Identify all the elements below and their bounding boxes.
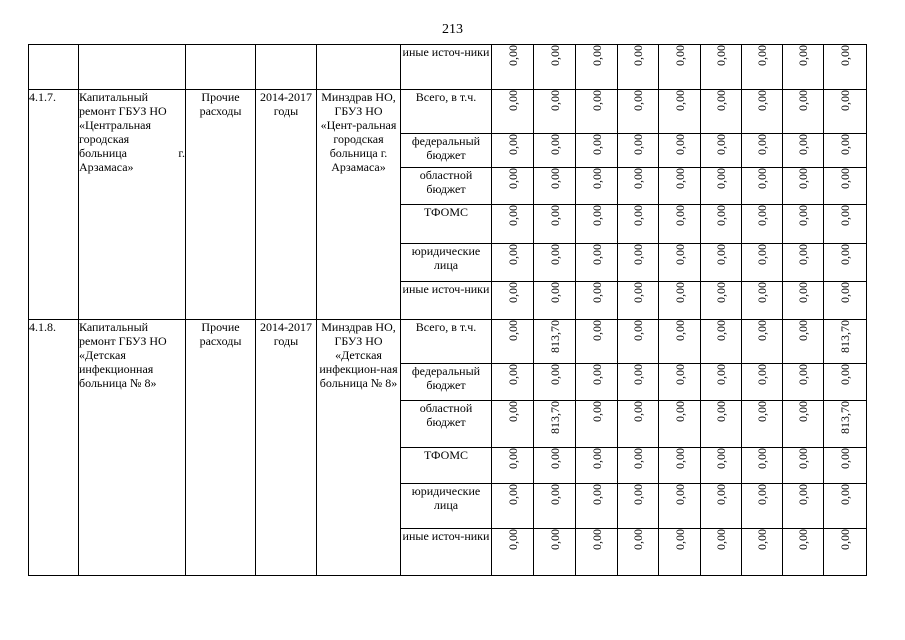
value-cell bbox=[576, 244, 618, 282]
value-text: 0,00 bbox=[631, 364, 645, 385]
value-cell bbox=[742, 244, 783, 282]
funding-source: областной бюджет bbox=[401, 401, 492, 448]
value-text: 0,00 bbox=[755, 484, 769, 505]
value-cell bbox=[824, 168, 867, 205]
value-cell bbox=[701, 205, 742, 244]
value-text: 0,00 bbox=[672, 45, 687, 66]
value-cell bbox=[783, 529, 824, 576]
value-text: 0,00 bbox=[714, 364, 728, 385]
value-cell bbox=[824, 364, 867, 401]
value-text: 0,00 bbox=[796, 90, 810, 111]
item-name-line: Капитальный bbox=[79, 320, 149, 334]
budget-table bbox=[28, 44, 867, 576]
value-cell bbox=[492, 364, 534, 401]
value-cell bbox=[701, 484, 742, 529]
value-cell bbox=[576, 448, 618, 484]
value-text: 0,00 bbox=[672, 282, 687, 303]
value-cell bbox=[659, 244, 701, 282]
value-text: 0,00 bbox=[755, 134, 769, 155]
value-cell bbox=[492, 168, 534, 205]
value-cell bbox=[534, 168, 576, 205]
value-cell bbox=[492, 484, 534, 529]
value-cell bbox=[492, 205, 534, 244]
value-cell bbox=[534, 45, 576, 90]
value-text: 0,00 bbox=[714, 244, 728, 265]
value-cell bbox=[492, 134, 534, 168]
value-cell bbox=[618, 134, 659, 168]
item-name-line: больница № 8» bbox=[79, 376, 157, 390]
empty-cell bbox=[317, 45, 401, 90]
value-cell bbox=[824, 484, 867, 529]
value-text: 0,00 bbox=[672, 448, 687, 469]
item-name bbox=[79, 90, 186, 320]
value-text: 0,00 bbox=[547, 364, 562, 385]
value-text: 0,00 bbox=[796, 45, 810, 66]
value-text: 0,00 bbox=[796, 168, 810, 189]
value-cell bbox=[534, 282, 576, 320]
value-text: 0,00 bbox=[631, 320, 645, 341]
value-text: 813,70 bbox=[547, 320, 562, 353]
value-cell bbox=[783, 168, 824, 205]
value-text: 0,00 bbox=[505, 45, 520, 66]
empty-cell bbox=[186, 45, 256, 90]
value-text: 0,00 bbox=[631, 448, 645, 469]
empty-cell bbox=[29, 45, 79, 90]
value-cell bbox=[783, 134, 824, 168]
executor: Минздрав НО, ГБУЗ НО «Детская инфекцион-ная больница № 8» bbox=[317, 320, 401, 576]
value-cell bbox=[824, 529, 867, 576]
item-name-line: ремонт ГБУЗ НО bbox=[79, 104, 167, 118]
value-cell bbox=[701, 90, 742, 134]
value-text: 0,00 bbox=[547, 205, 562, 226]
value-cell bbox=[534, 134, 576, 168]
value-cell bbox=[783, 244, 824, 282]
value-text: 0,00 bbox=[631, 168, 645, 189]
value-cell bbox=[618, 401, 659, 448]
value-text: 0,00 bbox=[714, 168, 728, 189]
period-years: 2014-2017 годы bbox=[256, 90, 317, 320]
value-text: 0,00 bbox=[505, 134, 520, 155]
value-text: 0,00 bbox=[838, 244, 852, 265]
value-text: 0,00 bbox=[547, 134, 562, 155]
value-text: 0,00 bbox=[631, 484, 645, 505]
empty-cell bbox=[256, 45, 317, 90]
value-text: 0,00 bbox=[796, 364, 810, 385]
value-text: 0,00 bbox=[838, 134, 852, 155]
value-text: 0,00 bbox=[796, 401, 810, 422]
value-cell bbox=[576, 134, 618, 168]
value-cell bbox=[824, 244, 867, 282]
item-name-word: больница bbox=[79, 146, 127, 160]
item-number: 4.1.8. bbox=[29, 320, 79, 576]
value-text: 0,00 bbox=[505, 244, 520, 265]
value-text: 813,70 bbox=[838, 401, 852, 434]
value-cell bbox=[783, 45, 824, 90]
value-text: 0,00 bbox=[547, 168, 562, 189]
funding-source: ТФОМС bbox=[401, 205, 492, 244]
value-text: 0,00 bbox=[796, 244, 810, 265]
value-cell bbox=[824, 320, 867, 364]
value-text: 0,00 bbox=[755, 168, 769, 189]
value-cell bbox=[783, 364, 824, 401]
value-text: 0,00 bbox=[714, 484, 728, 505]
table-row bbox=[29, 45, 867, 90]
value-cell bbox=[618, 529, 659, 576]
value-cell bbox=[659, 90, 701, 134]
value-cell bbox=[659, 205, 701, 244]
value-text: 0,00 bbox=[672, 205, 687, 226]
value-text: 813,70 bbox=[838, 320, 852, 353]
value-text: 0,00 bbox=[589, 364, 604, 385]
value-text: 0,00 bbox=[714, 90, 728, 111]
funding-source: ТФОМС bbox=[401, 448, 492, 484]
value-text: 0,00 bbox=[631, 90, 645, 111]
value-cell bbox=[534, 529, 576, 576]
value-cell bbox=[742, 448, 783, 484]
value-text: 0,00 bbox=[547, 529, 562, 550]
value-cell bbox=[534, 205, 576, 244]
value-text: 0,00 bbox=[838, 90, 852, 111]
value-text: 0,00 bbox=[755, 244, 769, 265]
value-cell bbox=[618, 320, 659, 364]
value-cell bbox=[742, 484, 783, 529]
item-name-line: «Центральная bbox=[79, 118, 151, 132]
value-cell bbox=[534, 364, 576, 401]
value-cell bbox=[824, 90, 867, 134]
value-cell bbox=[576, 205, 618, 244]
value-cell bbox=[742, 90, 783, 134]
value-cell bbox=[659, 168, 701, 205]
funding-source: иные источ-ники bbox=[401, 529, 492, 576]
value-cell bbox=[659, 448, 701, 484]
value-text: 0,00 bbox=[714, 529, 728, 550]
value-cell bbox=[659, 45, 701, 90]
value-cell bbox=[742, 205, 783, 244]
value-text: 0,00 bbox=[755, 90, 769, 111]
value-text: 0,00 bbox=[547, 90, 562, 111]
funding-source: областной бюджет bbox=[401, 168, 492, 205]
expense-kind: Прочие расходы bbox=[186, 90, 256, 320]
value-text: 0,00 bbox=[547, 45, 562, 66]
value-cell bbox=[618, 168, 659, 205]
value-cell bbox=[492, 45, 534, 90]
item-name-line: Арзамаса» bbox=[79, 160, 134, 174]
value-cell bbox=[701, 244, 742, 282]
empty-cell bbox=[79, 45, 186, 90]
value-cell bbox=[492, 320, 534, 364]
value-cell bbox=[618, 448, 659, 484]
value-cell bbox=[701, 364, 742, 401]
value-cell bbox=[576, 45, 618, 90]
value-cell bbox=[783, 90, 824, 134]
period-years: 2014-2017 годы bbox=[256, 320, 317, 576]
value-cell bbox=[492, 244, 534, 282]
table-row bbox=[29, 320, 867, 364]
value-cell bbox=[492, 90, 534, 134]
table-body bbox=[29, 45, 867, 576]
funding-source: юридические лица bbox=[401, 244, 492, 282]
value-cell bbox=[701, 320, 742, 364]
item-name-line: городская bbox=[79, 132, 130, 146]
value-cell bbox=[824, 134, 867, 168]
value-cell bbox=[701, 448, 742, 484]
value-text: 0,00 bbox=[589, 244, 604, 265]
value-text: 0,00 bbox=[838, 529, 852, 550]
value-text: 0,00 bbox=[505, 282, 520, 303]
value-text: 0,00 bbox=[589, 484, 604, 505]
value-text: 0,00 bbox=[672, 364, 687, 385]
funding-source: иные источ-ники bbox=[401, 282, 492, 320]
value-cell bbox=[783, 448, 824, 484]
value-cell bbox=[534, 90, 576, 134]
value-text: 0,00 bbox=[505, 168, 520, 189]
value-text: 0,00 bbox=[714, 134, 728, 155]
value-text: 0,00 bbox=[755, 529, 769, 550]
item-name-line: инфекционная bbox=[79, 362, 154, 376]
value-text: 0,00 bbox=[589, 45, 604, 66]
value-text: 0,00 bbox=[755, 448, 769, 469]
value-cell bbox=[701, 168, 742, 205]
value-text: 0,00 bbox=[547, 282, 562, 303]
value-text: 0,00 bbox=[838, 282, 852, 303]
value-cell bbox=[742, 168, 783, 205]
funding-source: иные источ-ники bbox=[401, 45, 492, 90]
expense-kind: Прочие расходы bbox=[186, 320, 256, 576]
value-text: 0,00 bbox=[631, 282, 645, 303]
value-cell bbox=[576, 364, 618, 401]
value-text: 0,00 bbox=[796, 529, 810, 550]
funding-source: федеральный бюджет bbox=[401, 364, 492, 401]
value-cell bbox=[618, 244, 659, 282]
value-cell bbox=[824, 45, 867, 90]
value-cell bbox=[701, 134, 742, 168]
value-text: 0,00 bbox=[589, 529, 604, 550]
value-cell bbox=[783, 282, 824, 320]
value-text: 0,00 bbox=[505, 364, 520, 385]
value-cell bbox=[742, 320, 783, 364]
item-name-line: Капитальный bbox=[79, 90, 149, 104]
value-text: 0,00 bbox=[505, 320, 520, 341]
value-text: 0,00 bbox=[796, 282, 810, 303]
value-text: 0,00 bbox=[672, 529, 687, 550]
funding-source: Всего, в т.ч. bbox=[401, 320, 492, 364]
item-name-line: «Детская bbox=[79, 348, 126, 362]
value-text: 0,00 bbox=[505, 401, 520, 422]
value-cell bbox=[534, 448, 576, 484]
value-text: 0,00 bbox=[672, 90, 687, 111]
value-text: 0,00 bbox=[714, 320, 728, 341]
value-cell bbox=[659, 320, 701, 364]
value-text: 0,00 bbox=[838, 484, 852, 505]
value-text: 0,00 bbox=[796, 205, 810, 226]
value-text: 0,00 bbox=[755, 282, 769, 303]
value-text: 0,00 bbox=[838, 168, 852, 189]
funding-source: Всего, в т.ч. bbox=[401, 90, 492, 134]
value-cell bbox=[618, 90, 659, 134]
value-text: 0,00 bbox=[589, 320, 604, 341]
value-cell bbox=[659, 529, 701, 576]
value-cell bbox=[742, 529, 783, 576]
value-text: 0,00 bbox=[755, 364, 769, 385]
value-text: 0,00 bbox=[714, 282, 728, 303]
value-cell bbox=[492, 529, 534, 576]
item-name-word: г. bbox=[178, 146, 185, 160]
value-text: 813,70 bbox=[547, 401, 562, 434]
value-cell bbox=[701, 282, 742, 320]
value-cell bbox=[576, 90, 618, 134]
value-cell bbox=[783, 205, 824, 244]
item-name bbox=[79, 320, 186, 576]
value-cell bbox=[492, 401, 534, 448]
value-text: 0,00 bbox=[505, 205, 520, 226]
page-number: 213 bbox=[442, 22, 463, 37]
value-cell bbox=[576, 484, 618, 529]
value-cell bbox=[659, 282, 701, 320]
value-cell bbox=[576, 401, 618, 448]
value-text: 0,00 bbox=[589, 168, 604, 189]
item-name-line bbox=[79, 146, 185, 160]
value-text: 0,00 bbox=[714, 401, 728, 422]
value-text: 0,00 bbox=[755, 205, 769, 226]
value-text: 0,00 bbox=[796, 484, 810, 505]
value-cell bbox=[824, 401, 867, 448]
value-text: 0,00 bbox=[672, 134, 687, 155]
value-text: 0,00 bbox=[505, 529, 520, 550]
value-cell bbox=[701, 401, 742, 448]
value-text: 0,00 bbox=[672, 168, 687, 189]
value-cell bbox=[824, 448, 867, 484]
value-cell bbox=[742, 282, 783, 320]
value-text: 0,00 bbox=[589, 448, 604, 469]
item-name-line: ремонт ГБУЗ НО bbox=[79, 334, 167, 348]
value-cell bbox=[576, 168, 618, 205]
value-cell bbox=[783, 401, 824, 448]
value-text: 0,00 bbox=[589, 90, 604, 111]
value-text: 0,00 bbox=[672, 244, 687, 265]
funding-source: федеральный бюджет bbox=[401, 134, 492, 168]
value-text: 0,00 bbox=[547, 244, 562, 265]
value-cell bbox=[742, 364, 783, 401]
value-text: 0,00 bbox=[631, 134, 645, 155]
value-cell bbox=[492, 448, 534, 484]
value-text: 0,00 bbox=[714, 45, 728, 66]
value-text: 0,00 bbox=[631, 244, 645, 265]
funding-source: юридические лица bbox=[401, 484, 492, 529]
value-cell bbox=[783, 320, 824, 364]
value-cell bbox=[824, 205, 867, 244]
value-cell bbox=[618, 484, 659, 529]
value-text: 0,00 bbox=[631, 529, 645, 550]
value-cell bbox=[618, 364, 659, 401]
value-cell bbox=[659, 364, 701, 401]
value-text: 0,00 bbox=[505, 484, 520, 505]
value-text: 0,00 bbox=[631, 45, 645, 66]
value-text: 0,00 bbox=[589, 205, 604, 226]
value-text: 0,00 bbox=[547, 484, 562, 505]
value-text: 0,00 bbox=[838, 45, 852, 66]
value-text: 0,00 bbox=[755, 320, 769, 341]
value-cell bbox=[659, 401, 701, 448]
value-text: 0,00 bbox=[589, 282, 604, 303]
value-cell bbox=[742, 401, 783, 448]
value-text: 0,00 bbox=[589, 401, 604, 422]
value-text: 0,00 bbox=[505, 448, 520, 469]
value-cell bbox=[701, 45, 742, 90]
value-cell bbox=[783, 484, 824, 529]
value-cell bbox=[742, 45, 783, 90]
value-text: 0,00 bbox=[631, 205, 645, 226]
value-cell bbox=[618, 282, 659, 320]
value-cell bbox=[534, 484, 576, 529]
value-text: 0,00 bbox=[796, 448, 810, 469]
item-number: 4.1.7. bbox=[29, 90, 79, 320]
value-cell bbox=[534, 401, 576, 448]
value-cell bbox=[659, 134, 701, 168]
value-cell bbox=[492, 282, 534, 320]
value-cell bbox=[576, 529, 618, 576]
value-cell bbox=[576, 320, 618, 364]
value-cell bbox=[576, 282, 618, 320]
value-text: 0,00 bbox=[672, 320, 687, 341]
value-text: 0,00 bbox=[755, 401, 769, 422]
value-cell bbox=[618, 45, 659, 90]
value-cell bbox=[534, 244, 576, 282]
value-text: 0,00 bbox=[589, 134, 604, 155]
value-text: 0,00 bbox=[796, 134, 810, 155]
value-text: 0,00 bbox=[838, 205, 852, 226]
value-text: 0,00 bbox=[838, 448, 852, 469]
value-text: 0,00 bbox=[838, 364, 852, 385]
value-cell bbox=[824, 282, 867, 320]
value-text: 0,00 bbox=[672, 484, 687, 505]
value-cell bbox=[618, 205, 659, 244]
value-text: 0,00 bbox=[796, 320, 810, 341]
value-text: 0,00 bbox=[714, 205, 728, 226]
value-text: 0,00 bbox=[547, 448, 562, 469]
value-text: 0,00 bbox=[755, 45, 769, 66]
value-text: 0,00 bbox=[672, 401, 687, 422]
table-row bbox=[29, 90, 867, 134]
value-text: 0,00 bbox=[505, 90, 520, 111]
executor: Минздрав НО, ГБУЗ НО «Цент-ральная городская больница г. Арзамаса» bbox=[317, 90, 401, 320]
value-cell bbox=[701, 529, 742, 576]
value-text: 0,00 bbox=[714, 448, 728, 469]
value-cell bbox=[659, 484, 701, 529]
value-text: 0,00 bbox=[631, 401, 645, 422]
value-cell bbox=[534, 320, 576, 364]
value-cell bbox=[742, 134, 783, 168]
